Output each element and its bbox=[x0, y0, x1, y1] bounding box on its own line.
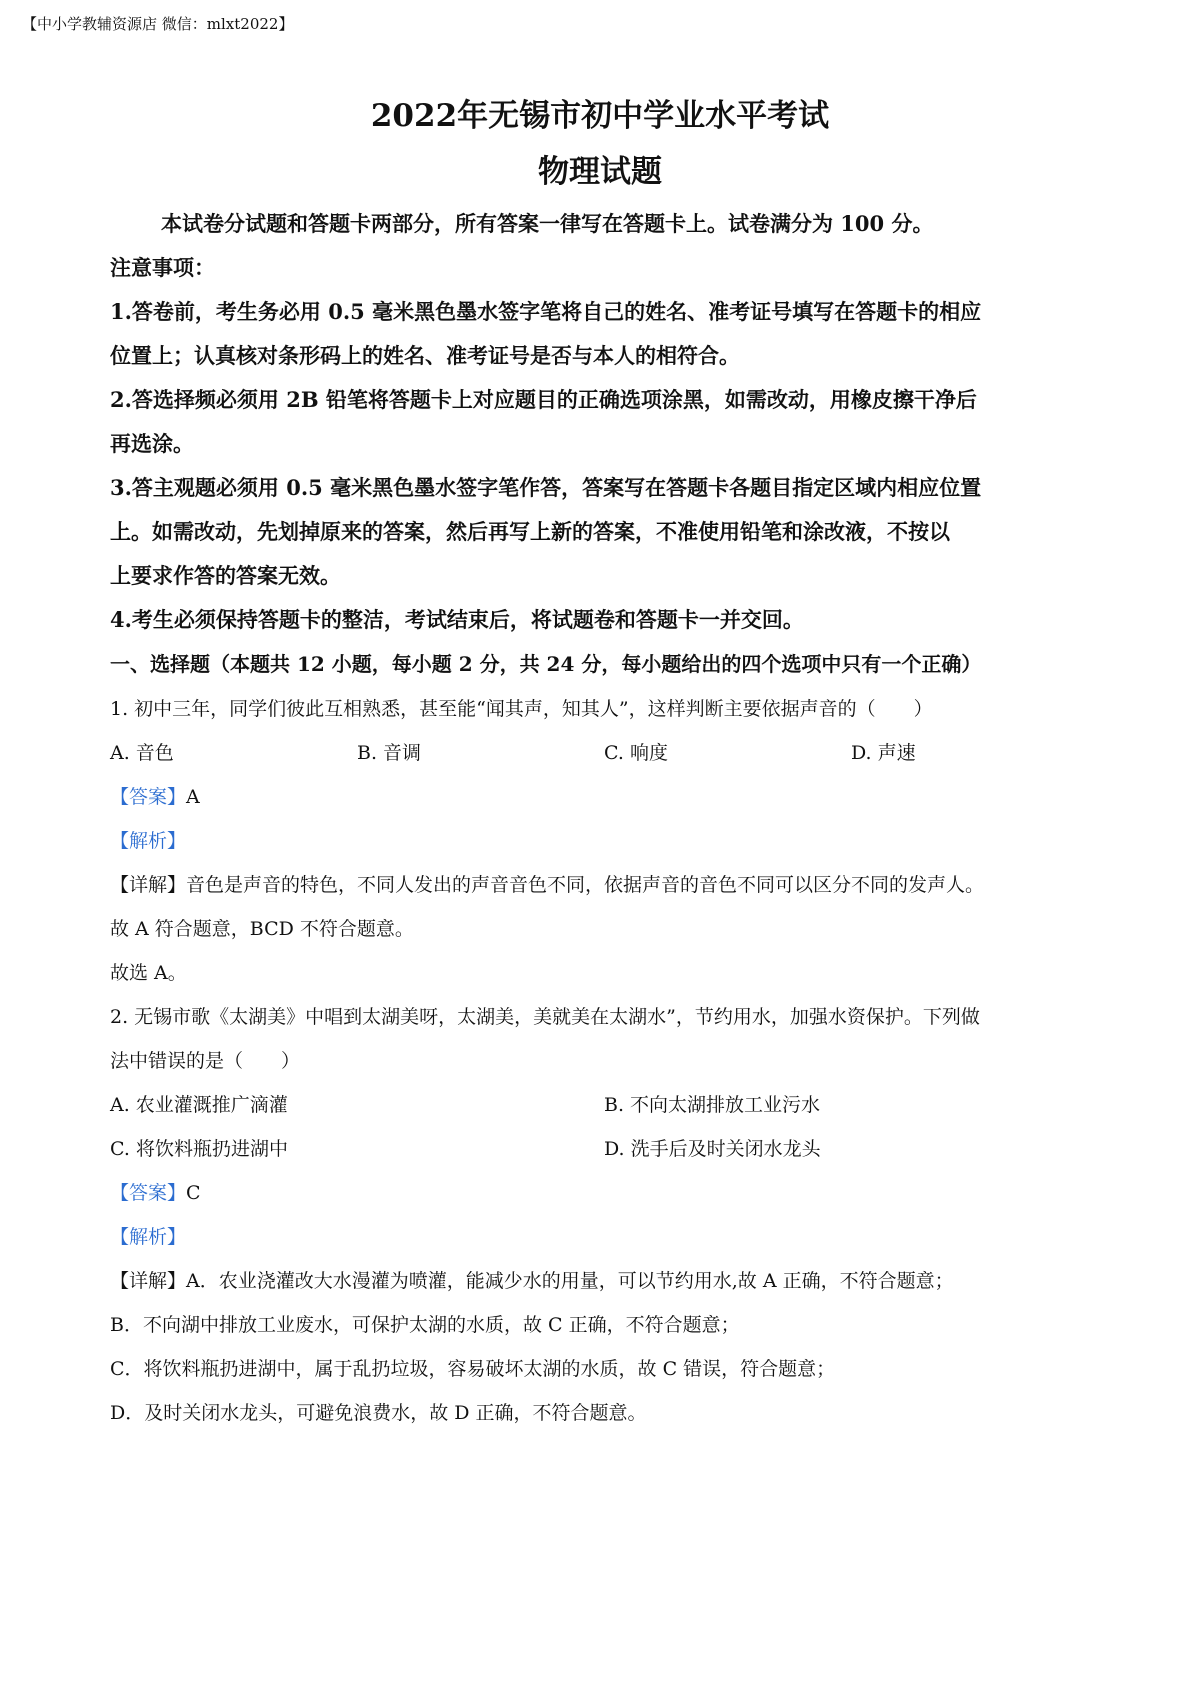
q2-option-b: B. 不向太湖排放工业污水 bbox=[604, 1094, 821, 1116]
detail-tag: 【详解】 bbox=[110, 1270, 187, 1292]
q2-option-d: D. 洗手后及时关闭水龙头 bbox=[604, 1138, 821, 1160]
q1-option-b: B. 音调 bbox=[357, 742, 422, 764]
note-1-line-1: 1.答卷前，考生务必用 0.5 毫米黑色墨水签字笔将自己的姓名、准考证号填写在答题卡的相应 bbox=[110, 299, 982, 324]
q2-detail-c: C．将饮料瓶扔进湖中，属于乱扔垃圾，容易破坏太湖的水质，故 C 错误，符合题意； bbox=[110, 1358, 836, 1380]
note-3-line-2: 上。如需改动，先划掉原来的答案，然后再写上新的答案，不准使用铅笔和涂改液，不按以 bbox=[110, 519, 950, 544]
q1-answer-row bbox=[110, 782, 200, 812]
note-2-line-2: 再选涂。 bbox=[110, 431, 194, 456]
note-3-line-1: 3.答主观题必须用 0.5 毫米黑色墨水签字笔作答，答案写在答题卡各题目指定区域内相应位置 bbox=[110, 475, 982, 500]
note-1-line-2: 位置上；认真核对条形码上的姓名、准考证号是否与本人的相符合。 bbox=[110, 343, 740, 368]
q2-option-c: C. 将饮料瓶扔进湖中 bbox=[110, 1138, 288, 1160]
q2-analysis-tag: 【解析】 bbox=[110, 1226, 187, 1248]
q2-stem-line-2: 法中错误的是（ ） bbox=[110, 1050, 301, 1072]
note-2-line-1: 2.答选择频必须用 2B 铅笔将答题卡上对应题目的正确选项涂黑，如需改动，用橡皮擦干净后 bbox=[110, 387, 977, 412]
notes-heading: 注意事项： bbox=[110, 255, 215, 280]
q1-analysis-tag: 【解析】 bbox=[110, 830, 187, 852]
note-3-line-3: 上要求作答的答案无效。 bbox=[110, 563, 341, 588]
q2-detail-a: A．农业浇灌改大水漫灌为喷灌，能减少水的用量，可以节约用水,故 A 正确，不符合题意； bbox=[186, 1270, 954, 1292]
exam-title: 2022年无锡市初中学业水平考试 bbox=[370, 98, 830, 134]
answer-tag: 【答案】 bbox=[110, 786, 187, 808]
detail-tag: 【详解】 bbox=[110, 874, 187, 896]
q1-option-a: A. 音色 bbox=[110, 742, 174, 764]
note-4: 4.考生必须保持答题卡的整洁，考试结束后，将试题卷和答题卡一并交回。 bbox=[110, 607, 804, 632]
section-heading: 一、选择题（本题共 12 小题，每小题 2 分，共 24 分，每小题给出的四个选项中只有一个正确） bbox=[110, 652, 982, 676]
q2-answer: C bbox=[186, 1182, 201, 1204]
exam-subtitle: 物理试题 bbox=[538, 154, 662, 190]
q2-detail-d: D．及时关闭水龙头，可避免浪费水，故 D 正确，不符合题意。 bbox=[110, 1402, 647, 1424]
watermark-header: 【中小学教辅资源店 微信：mlxt2022】 bbox=[22, 15, 294, 33]
q1-stem: 1. 初中三年，同学们彼此互相熟悉，甚至能“闻其声，知其人”，这样判断主要依据声音的（ ） bbox=[110, 698, 933, 720]
q1-answer: A bbox=[186, 786, 200, 808]
q2-detail-b: B．不向湖中排放工业废水，可保护太湖的水质，故 C 正确，不符合题意； bbox=[110, 1314, 740, 1336]
q1-detail-line-2: 故 A 符合题意，BCD 不符合题意。 bbox=[110, 918, 414, 940]
q2-detail-row bbox=[110, 1266, 954, 1296]
q1-detail-line-3: 故选 A。 bbox=[110, 962, 187, 984]
intro-text: 本试卷分试题和答题卡两部分，所有答案一律写在答题卡上。试卷满分为 100 分。 bbox=[161, 211, 934, 236]
answer-tag: 【答案】 bbox=[110, 1182, 187, 1204]
q1-detail-row bbox=[110, 870, 984, 900]
q1-option-c: C. 响度 bbox=[604, 742, 668, 764]
q1-detail-line-1: 音色是声音的特色，不同人发出的声音音色不同，依据声音的音色不同可以区分不同的发声人。 bbox=[186, 874, 985, 896]
q2-stem-line-1: 2. 无锡市歌《太湖美》中唱到太湖美呀，太湖美，美就美在太湖水”，节约用水，加强水资保护。下列做 bbox=[110, 1006, 980, 1028]
q2-option-a: A. 农业灌溉推广滴灌 bbox=[110, 1094, 288, 1116]
q1-option-d: D. 声速 bbox=[851, 742, 916, 764]
q2-answer-row bbox=[110, 1178, 201, 1208]
